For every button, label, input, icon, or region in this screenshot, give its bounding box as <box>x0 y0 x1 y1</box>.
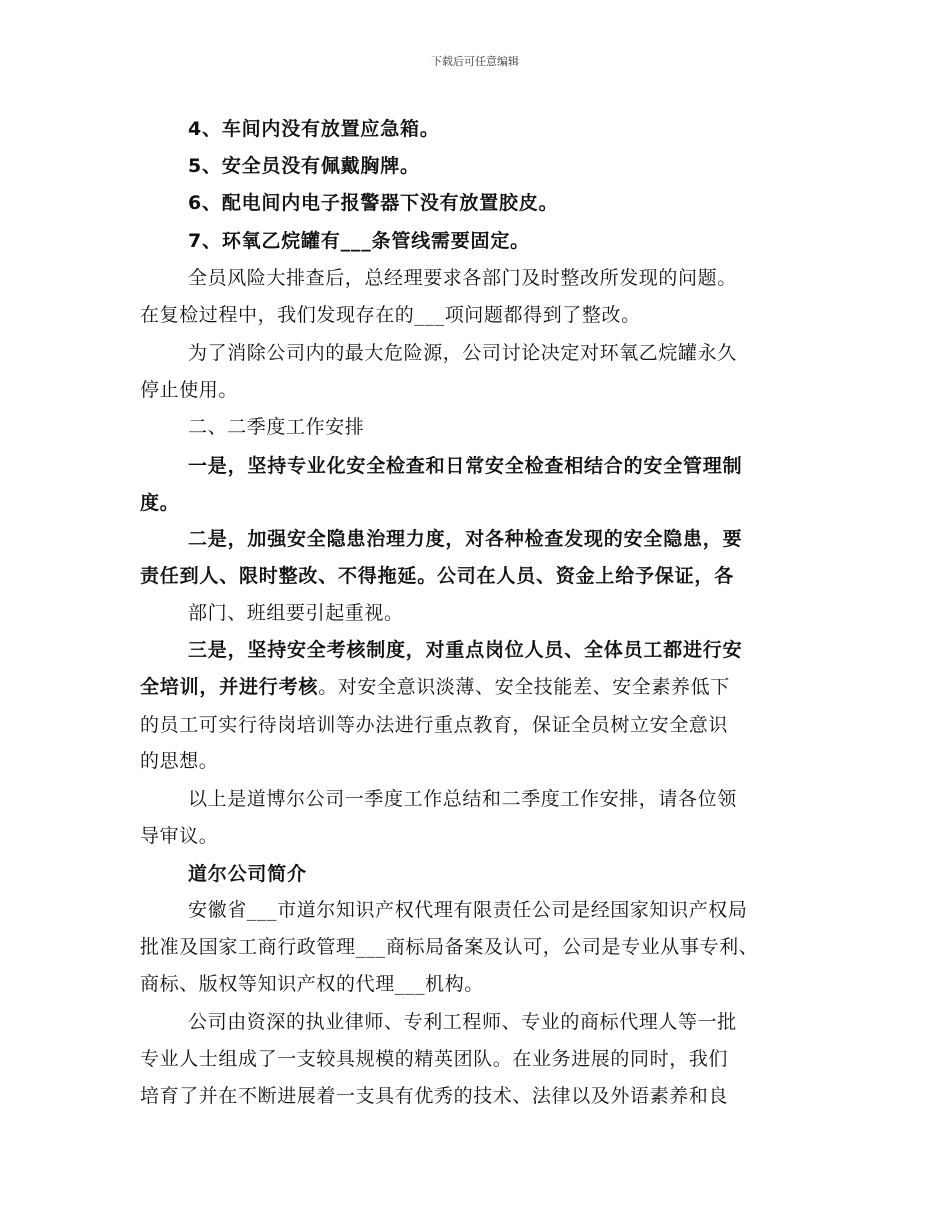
plan-item-1-cont: 度。 <box>140 492 180 514</box>
paragraph-line: 培育了并在不断进展着一支具有优秀的技术、法律以及外语素养和良 <box>140 1085 729 1107</box>
paragraph-line: 以上是道博尔公司一季度工作总结和二季度工作安排，请各位领 <box>188 788 737 810</box>
paragraph-line <box>140 672 730 699</box>
plan-item-2: 二是，加强安全隐患治理力度，对各种检查发现的安全隐患，要 <box>188 528 743 550</box>
plan-item-1: 一是，坚持专业化安全检查和日常安全检查相结合的安全管理制 <box>188 455 743 477</box>
paragraph-line: 公司由资深的执业律师、专利工程师、专业的商标代理人等一批 <box>188 1011 737 1033</box>
paragraph-line: 的思想。 <box>140 750 219 772</box>
paragraph-line: 安徽省___市道尔知识产权代理有限责任公司是经国家知识产权局 <box>188 899 748 921</box>
plan-item-3: 三是，坚持安全考核制度，对重点岗位人员、全体员工都进行安 <box>188 639 743 661</box>
paragraph-line: 商标、版权等知识产权的代理___机构。 <box>140 973 484 995</box>
section-heading: 二、二季度工作安排 <box>188 416 365 438</box>
company-heading: 道尔公司简介 <box>188 863 307 885</box>
page-header: 下载后可任意编辑 <box>431 55 519 68</box>
issue-item-4: 4、车间内没有放置应急箱。 <box>188 118 440 140</box>
issue-item-6: 6、配电间内电子报警器下没有放置胶皮。 <box>188 192 559 214</box>
paragraph-line: 批准及国家工商行政管理___商标局备案及认可，公司是专业从事专利、 <box>140 936 759 958</box>
issue-item-7: 7、环氧乙烷罐有___条管线需要固定。 <box>188 230 530 252</box>
paragraph-line: 全员风险大排查后，总经理要求各部门及时整改所发现的问题。 <box>188 267 737 289</box>
paragraph-line: 停止使用。 <box>140 379 239 401</box>
paragraph-line: 在复检过程中，我们发现存在的___项问题都得到了整改。 <box>140 304 641 326</box>
plan-item-3-bold: 全培训，并进行考核 <box>140 676 319 698</box>
paragraph-line: 专业人士组成了一支较具规模的精英团队。在业务进展的同时，我们 <box>140 1048 729 1070</box>
paragraph-line: 部门、班组要引起重视。 <box>188 602 404 624</box>
plan-item-2-cont: 责任到人、限时整改、不得拖延。公司在人员、资金上给予保证，各 <box>140 565 735 587</box>
issue-item-5: 5、安全员没有佩戴胸牌。 <box>188 155 420 177</box>
plan-item-3-normal: 。对安全意识淡薄、安全技能差、安全素养低下 <box>318 676 730 698</box>
paragraph-line: 为了消除公司内的最大危险源，公司讨论决定对环氧乙烷罐永久 <box>188 342 737 364</box>
paragraph-line: 的员工可实行待岗培训等办法进行重点教育，保证全员树立安全意识 <box>140 714 729 736</box>
paragraph-line: 导审议。 <box>140 825 219 847</box>
